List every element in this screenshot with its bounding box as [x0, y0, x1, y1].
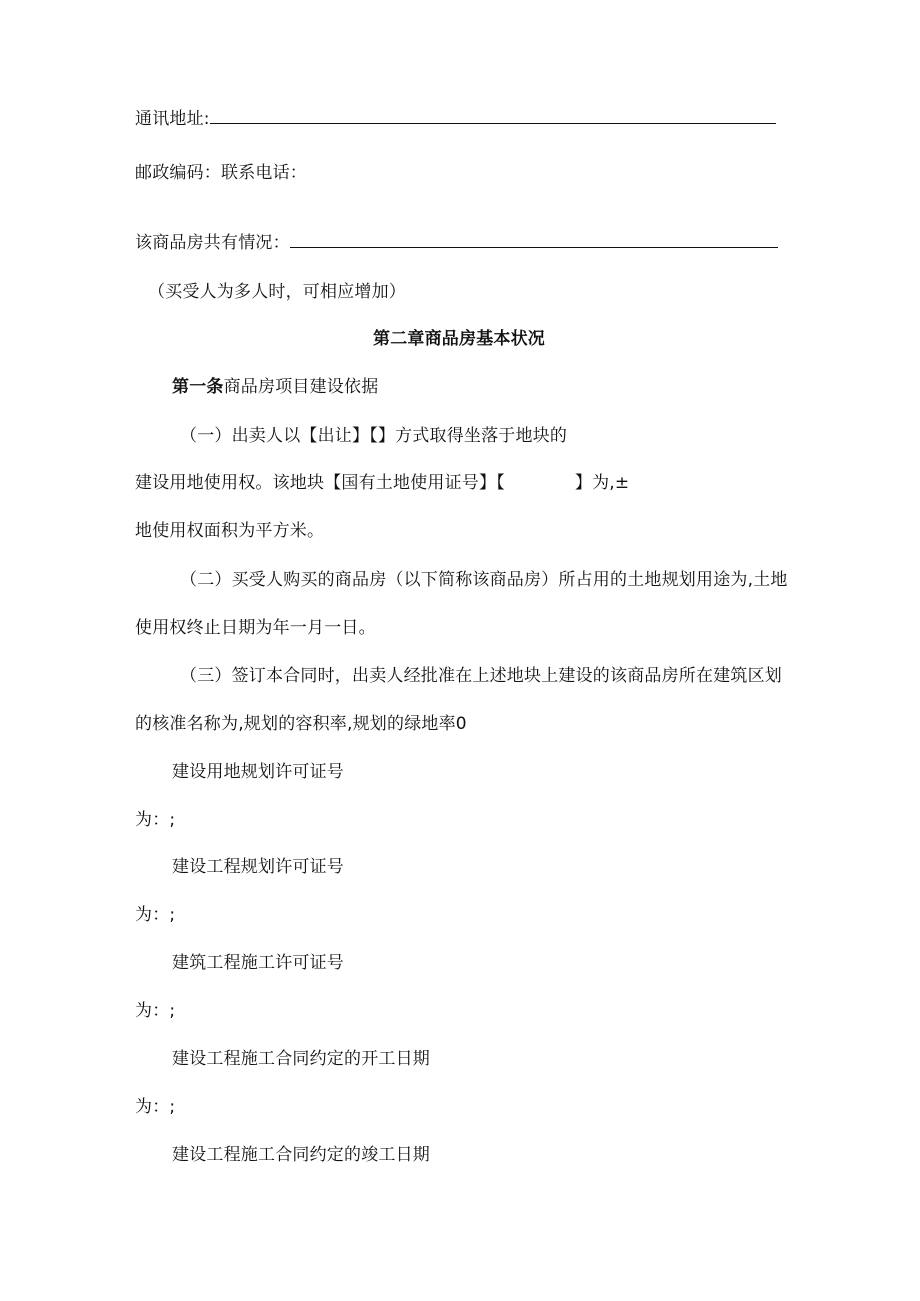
permit-value: 为：;: [135, 1097, 176, 1117]
co-ownership-blank: [290, 233, 778, 248]
permit-label: 建筑工程施工许可证号: [172, 953, 344, 973]
permit-label: 建设工程规划许可证号: [172, 857, 344, 877]
permit-label: 建设用地规划许可证号: [172, 762, 344, 782]
article-title: 商品房项目建设依据: [223, 377, 379, 397]
multi-buyer-note: （买受人为多人时，可相应增加）: [148, 282, 406, 302]
address-line: [135, 108, 776, 130]
clause-1-line-2b: 】为,±: [574, 473, 630, 493]
article-heading: [172, 376, 378, 398]
clause-2-line-1: （二）买受人购买的商品房（以下简称该商品房）所占用的土地规划用途为,土地: [180, 570, 788, 590]
clause-3-line-1: （三）签订本合同时，出卖人经批准在上述地块上建设的该商品房所在建筑区划: [180, 666, 782, 686]
address-label: 通讯地址:: [135, 109, 210, 129]
postal-phone-line: [135, 162, 307, 184]
co-ownership-label: 该商品房共有情况：: [135, 233, 290, 253]
clause-3-line-2: 的核准名称为,规划的容积率,规划的绿地率0: [135, 714, 467, 734]
permit-label: 建设工程施工合同约定的竣工日期: [172, 1145, 430, 1165]
permit-value: 为：;: [135, 810, 176, 830]
clause-1-line-3: 地使用权面积为平方米。: [135, 521, 325, 541]
article-number: 第一条: [172, 377, 224, 397]
permit-label: 建设工程施工合同约定的开工日期: [172, 1049, 430, 1069]
address-blank: [210, 109, 776, 124]
clause-1-line-2a: 建设用地使用权。该地块【国有土地使用证号】【: [135, 473, 505, 493]
clause-1-line-1: （一）出卖人以【出让】【】方式取得坐落于地块的: [180, 426, 568, 446]
permit-value: 为：;: [135, 905, 176, 925]
postal-phone-label: 邮政编码：联系电话：: [135, 163, 307, 183]
co-ownership-line: [135, 232, 778, 254]
clause-2-line-2: 使用权终止日期为年一月一日。: [135, 618, 376, 638]
clause-1-line-2: [135, 472, 629, 494]
permit-value: 为：;: [135, 1001, 176, 1021]
chapter-title: 第二章商品房基本状况: [373, 329, 545, 349]
